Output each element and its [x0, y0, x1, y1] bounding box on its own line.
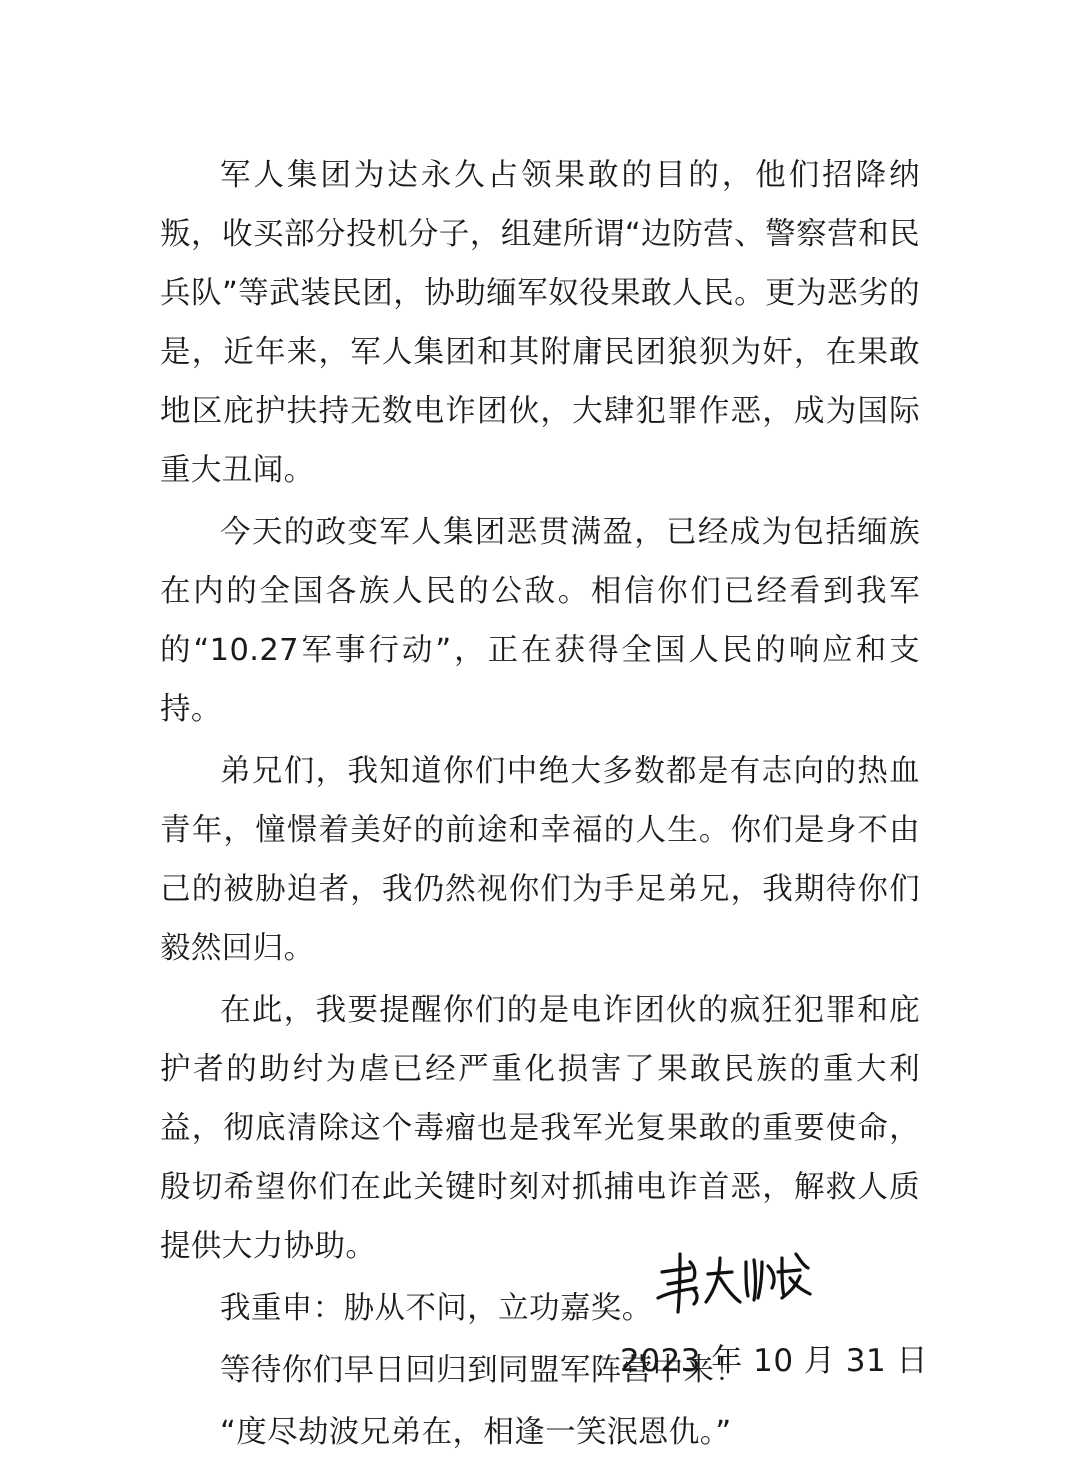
paragraph-5: 我重申：胁从不问，立功嘉奖。 [220, 1291, 653, 1326]
paragraph-2: 今天的政变军人集团恶贯满盈，已经成为包括缅族在内的全国各族人民的公敌。相信你们已经看到我军的“10.27军事行动”，正在获得全国人民的响应和支持。 [160, 515, 920, 727]
paragraph-6: 等待你们早日回归到同盟军阵营中来！ [220, 1353, 746, 1388]
paragraph-7: “度尽劫波兄弟在，相逢一笑泯恩仇。” [220, 1415, 732, 1450]
paragraph-3: 弟兄们，我知道你们中绝大多数都是有志向的热血青年，憧憬着美好的前途和幸福的人生。你们是身不由己的被胁迫者，我仍然视你们为手足弟兄，我期待你们毅然回归。 [160, 754, 920, 966]
paragraph-4: 在此，我要提醒你们的是电诈团伙的疯狂犯罪和庇护者的助纣为虐已经严重化损害了果敢民族的重大利益，彻底清除这个毒瘤也是我军光复果敢的重要使命，殷切希望你们在此关键时刻对抓捕电诈首恶，解救人质提供大力协助。 [160, 993, 920, 1264]
paragraph-1: 军人集团为达永久占领果敢的目的，他们招降纳叛，收买部分投机分子，组建所谓“边防营、警察营和民兵队”等武装民团，协助缅军奴役果敢人民。更为恶劣的是，近年来，军人集团和其附庸民团狼狈为奸，在果敢地区庇护扶持无数电诈团伙，大肆犯罪作恶，成为国际重大丑闻。 [160, 158, 920, 488]
handwritten-signature [650, 1232, 820, 1322]
letter-date: 2023 年 10 月 31 日 [620, 1343, 929, 1379]
